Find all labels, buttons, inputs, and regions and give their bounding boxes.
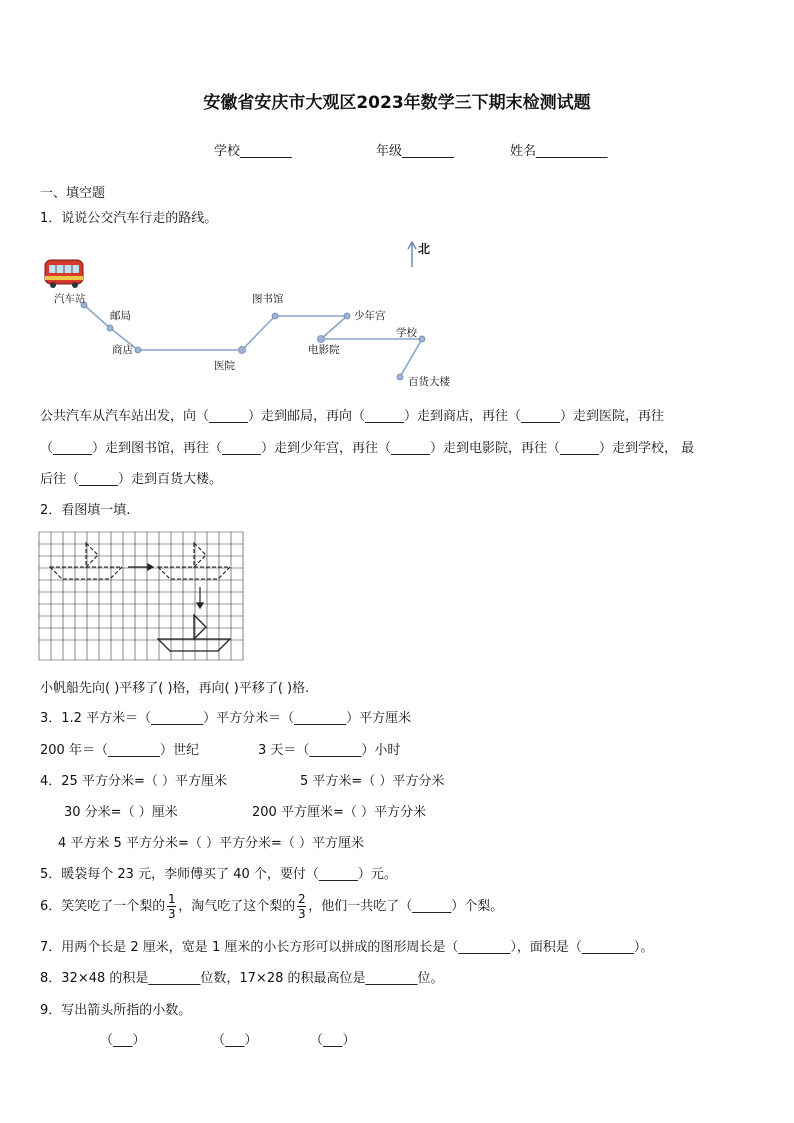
question-1-line-3: 后往（______）走到百货大楼。 xyxy=(40,472,223,487)
stop-youth-palace-icon xyxy=(344,313,350,319)
map-label-store: 商店 xyxy=(112,344,133,356)
question-9-prompt: 9．写出箭头所指的小数。 xyxy=(40,1003,192,1018)
question-1-prompt: 1．说说公交汽车行走的路线。 xyxy=(40,211,218,226)
stop-school-icon xyxy=(419,336,425,342)
question-6-part-2: ，淘气吃了这个梨的 xyxy=(178,899,296,914)
question-4-row-1a: 4．25 平方分米=（ ）平方厘米 xyxy=(40,774,227,789)
question-4-row-2b: 200 平方厘米=（ ）平方分米 xyxy=(252,805,426,820)
question-9-blank-1[interactable]: （___） xyxy=(100,1033,146,1048)
right-arrow-icon xyxy=(128,564,153,570)
question-2-prompt: 2．看图填一填. xyxy=(40,503,131,518)
north-label: 北 xyxy=(418,242,431,256)
section-heading: 一、填空题 xyxy=(40,186,106,201)
question-5: 5．暖袋每个 23 元，李师傅买了 40 个，要付（______）元。 xyxy=(40,867,397,882)
map-label-department-store: 百货大楼 xyxy=(408,376,450,388)
question-8: 8．32×48 的积是________位数，17×28 的积最高位是________位。 xyxy=(40,971,444,986)
map-label-hospital: 医院 xyxy=(214,360,235,372)
question-4-row-3: 4 平方米 5 平方分米=（ ）平方分米=（ ）平方厘米 xyxy=(58,836,364,851)
fraction-one-third: $\frac{1}{3}$ xyxy=(167,892,176,921)
question-9-blank-2[interactable]: （___） xyxy=(212,1033,258,1048)
question-1-line-2: （______）走到图书馆，再往（______）走到少年宫，再往（______）走到电影院，再往（______）走到学校， 最 xyxy=(40,441,695,456)
stop-library-icon xyxy=(272,313,278,319)
fraction-two-thirds: $\frac{2}{3}$ xyxy=(297,892,306,921)
question-3-row-1: 3．1.2 平方米＝（________）平方分米＝（________）平方厘米 xyxy=(40,711,412,726)
name-field[interactable]: 姓名___________ xyxy=(510,144,608,159)
stop-store-icon xyxy=(135,347,141,353)
map-label-cinema: 电影院 xyxy=(308,344,340,356)
question-2-answer: 小帆船先向( )平移了( )格，再向( )平移了( )格. xyxy=(40,681,310,696)
question-4-row-2a: 30 分米=（ ）厘米 xyxy=(64,805,178,820)
question-9-blank-3[interactable]: （___） xyxy=(310,1033,356,1048)
stop-post-office-icon xyxy=(107,325,113,331)
question-6-part-1: 6．笑笑吃了一个梨的 xyxy=(40,899,166,914)
stop-department-store-icon xyxy=(397,374,403,380)
question-3-row-2b: 3 天＝（________）小时 xyxy=(258,743,401,758)
page-title: 安徽省安庆市大观区2023年数学三下期末检测试题 xyxy=(203,93,591,113)
map-label-post-office: 邮局 xyxy=(110,310,131,322)
question-6-part-3: ，他们一共吃了（______）个梨。 xyxy=(308,899,504,914)
bus-icon xyxy=(45,260,83,288)
map-label-library: 图书馆 xyxy=(252,293,284,305)
north-arrow-icon xyxy=(408,242,416,267)
school-field[interactable]: 学校________ xyxy=(214,144,293,159)
map-label-youth-palace: 少年宫 xyxy=(354,310,386,322)
question-1-line-1: 公共汽车从汽车站出发，向（______）走到邮局，再向（______）走到商店，再往（______）走到医院，再往 xyxy=(40,409,665,424)
question-7: 7．用两个长是 2 厘米，宽是 1 厘米的小长方形可以拼成的图形周长是（________），面积是（________）。 xyxy=(40,940,654,955)
grade-field[interactable]: 年级________ xyxy=(376,144,455,159)
sailboat-grid xyxy=(38,531,252,661)
stop-hospital-icon xyxy=(239,347,246,354)
map-label-bus-station: 汽车站 xyxy=(54,293,86,305)
question-6 xyxy=(40,889,503,925)
down-arrow-icon xyxy=(197,587,203,608)
question-3-row-2a: 200 年＝（________）世纪 xyxy=(40,743,199,758)
map-label-school: 学校 xyxy=(396,327,417,339)
question-4-row-1b: 5 平方米=（ ）平方分米 xyxy=(300,774,445,789)
